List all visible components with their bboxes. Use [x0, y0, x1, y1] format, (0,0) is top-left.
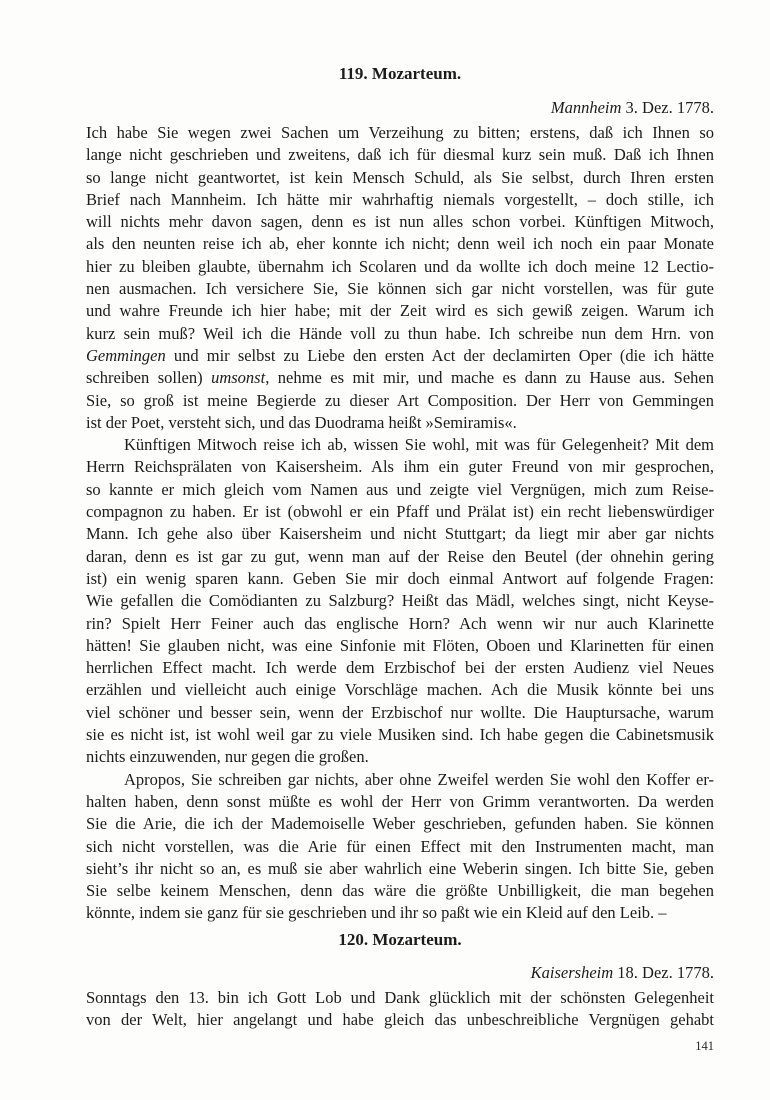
text-line: halten haben, denn sonst müßte es wohl der Herr von Grimm verantworten. Da werden [86, 791, 714, 811]
text-line: nen ausmachen. Ich versichere Sie, Sie können sich gar nicht vorstellen, was für gute [86, 279, 714, 299]
text-line: ist der Poet, versteht sich, und das Duodrama heißt »Semiramis«. [86, 412, 517, 432]
letter-dateline-120: Kaisersheim 18. Dez. 1778. [530, 963, 714, 982]
text-line: Gemmingen und mir selbst zu Liebe den ersten Act der declamirten Oper (die ich hätte [86, 345, 714, 365]
text-line: Brief nach Mannheim. Ich hätte mir wahrhaftig niemals vorgestellt, – doch stille, ich [86, 189, 714, 209]
text-line: Sie selbe keinem Menschen, denn das wäre die größte Unbilligkeit, die man begehen [86, 881, 714, 901]
letter-dateline-119: Mannheim 3. Dez. 1778. [550, 98, 714, 117]
text-line: sieht’s ihr nicht so an, es muß sie aber wahrlich eine Weberin singen. Ich bitte Sie, geben [86, 858, 714, 878]
text-line: könnte, indem sie ganz für sie geschrieben und ihr so paßt wie ein Kleid auf den Leib. – [86, 903, 667, 923]
text-line: Sie die Arie, die ich der Mademoiselle Weber geschrieben, gefunden haben. Sie können [86, 814, 714, 834]
text-line: sich nicht vorstellen, was die Arie für einen Effect mit den Instrumenten macht, man [86, 836, 714, 856]
text-line: als den neunten reise ich ab, eher konnte ich nicht; denn weil ich noch ein paar Monate [86, 234, 714, 254]
text-line: lange nicht geschrieben und zweitens, daß ich für diesmal kurz sein muß. Daß ich Ihnen [86, 145, 714, 165]
text-line: von der Welt, hier angelangt und habe gleich das unbeschreibliche Vergnügen gehabt [86, 1010, 714, 1030]
text-line: und wahre Freunde ich hier habe; mit der Zeit wird es sich gewiß zeigen. Warum ich [86, 301, 714, 321]
text-line: hier zu bleiben glaubte, übernahm ich Scolaren und da wollte ich doch meine 12 Lectio- [86, 256, 714, 276]
text-line: Apropos, Sie schreiben gar nichts, aber ohne Zweifel werden Sie wohl den Koffer er- [124, 769, 714, 789]
text-line: viel schöner und besser sein, wenn der Erzbischof nur wollte. Die Hauptursache, warum [86, 702, 714, 722]
letter-body-119 [86, 122, 714, 925]
text-line: so kannte er mich gleich vom Namen aus und zeigte viel Vergnügen, mich zum Reise- [86, 479, 714, 499]
text-line: ist) ein wenig sparen kann. Geben Sie mir doch einmal Antwort auf folgende Fragen: [86, 568, 714, 588]
text-line: Sonntags den 13. bin ich Gott Lob und Dank glücklich mit der schönsten Gelegenheit [86, 988, 714, 1007]
text-line: rin? Spielt Herr Feiner auch das englische Horn? Ach wenn wir nur auch Klarinette [86, 613, 714, 633]
text-line: sie es nicht ist, ist wohl weil gar zu viele Musiken sind. Ich habe gegen die Cabinetsmusik [86, 725, 714, 745]
text-line: Wie gefallen die Comödianten zu Salzburg? Heißt das Mädl, welches singt, nicht Keyse- [86, 591, 714, 611]
text-line: Sie, so groß ist meine Begierde zu dieser Art Composition. Der Herr von Gemmingen [86, 390, 714, 410]
text-line: schreiben sollen) umsonst, nehme es mit mir, und mache es dann zu Hause aus. Sehen [86, 368, 714, 388]
text-line: Herrn Reichsprälaten von Kaisersheim. Als ihm ein guter Freund von mir gesprochen, [86, 457, 714, 477]
text-line: compagnon zu haben. Er ist (obwohl er ein Pfaff und Prälat ist) ein recht liebenswürdiger [86, 502, 714, 522]
text-line: herrlichen Effect macht. Ich werde dem Erzbischof bei der ersten Audienz viel Neues [86, 658, 714, 678]
letter-heading-119: 119. Mozarteum. [338, 64, 462, 83]
text-line: will nichts mehr davon sagen, denn es ist nun alles schon vorbei. Künftigen Mitwoch, [86, 212, 714, 232]
text-line: kurz sein muß? Weil ich die Hände voll zu thun habe. Ich schreibe nun dem Hrn. von [86, 323, 714, 343]
text-line: hätten! Sie glauben nicht, was eine Sinfonie mit Flöten, Oboen und Klarinetten für einen [86, 635, 714, 655]
text-line: daran, denn es ist gar zu gut, wenn man auf der Reise den Beutel (der ohnehin gering [86, 546, 714, 566]
text-line: Mann. Ich gehe also über Kaisersheim und nicht Stuttgart; da liegt mir aber gar nichts [86, 524, 714, 544]
text-line: so lange nicht geantwortet, ist kein Mensch Schuld, als Sie selbst, durch Ihren ersten [86, 167, 714, 187]
letter-body-120 [86, 987, 714, 1032]
text-line: Ich habe Sie wegen zwei Sachen um Verzeihung zu bitten; erstens, daß ich Ihnen so [86, 123, 714, 142]
letter-heading-120: 120. Mozarteum. [338, 930, 462, 949]
text-line: erzählen und vielleicht auch einige Vorschläge machen. Ach die Musik könnte bei uns [86, 680, 714, 700]
text-line: Künftigen Mitwoch reise ich ab, wissen Sie wohl, mit was für Gelegenheit? Mit dem [124, 435, 714, 455]
text-line: nichts einzuwenden, nur gegen die großen. [86, 747, 369, 767]
page-number: 141 [695, 1039, 714, 1053]
